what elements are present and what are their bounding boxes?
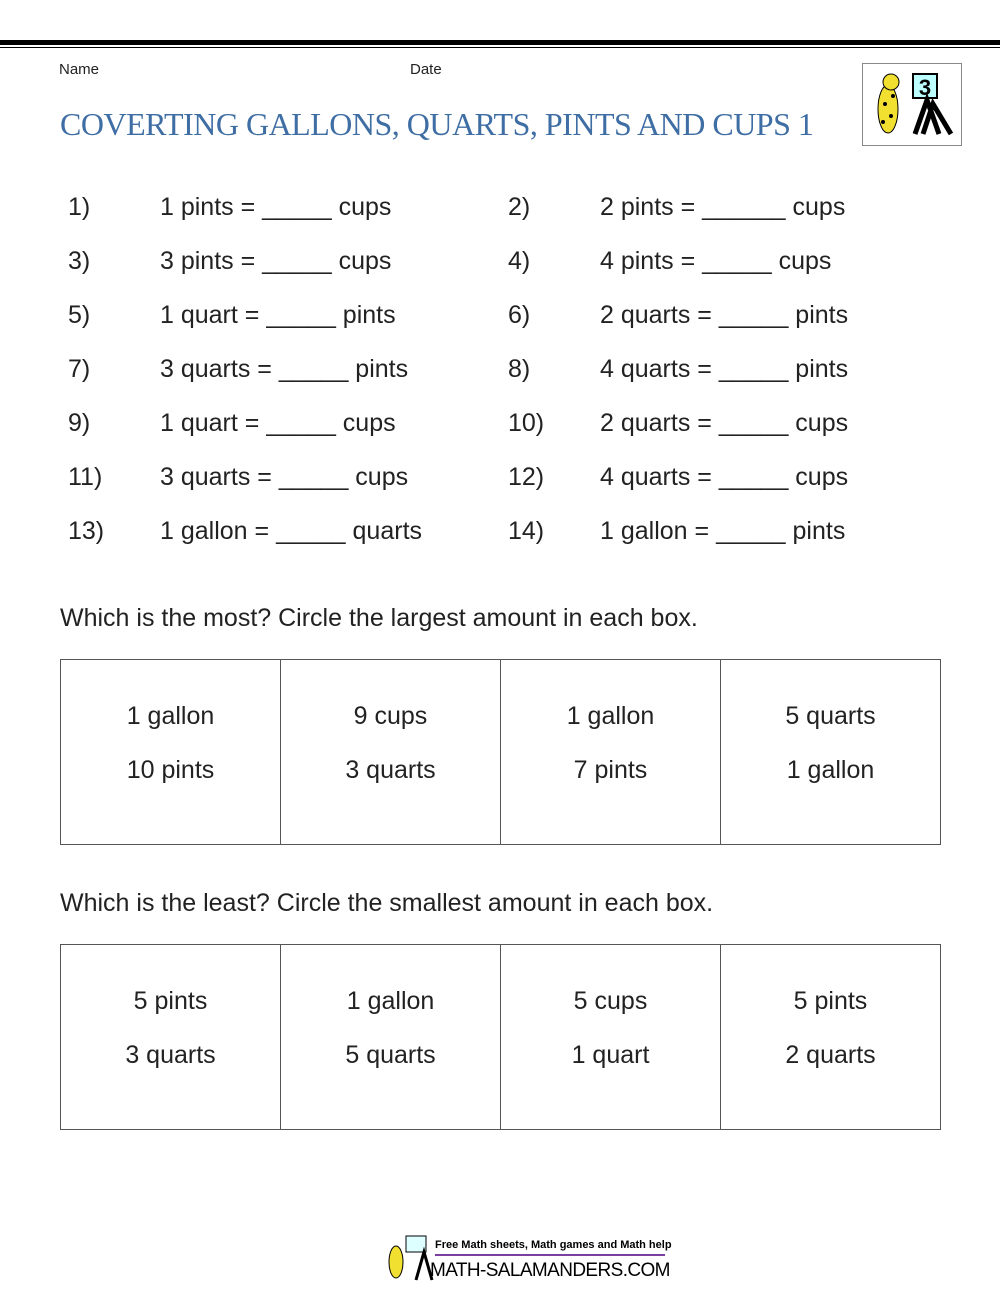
footer-logo xyxy=(380,1232,672,1282)
amount-option[interactable]: 1 gallon xyxy=(126,702,215,730)
question-text: 1 gallon = _____ quarts xyxy=(160,517,423,545)
amount-option[interactable]: 9 cups xyxy=(353,702,428,730)
question-number: 12) xyxy=(508,463,545,491)
top-rule-thin xyxy=(0,47,1000,48)
question-text: 4 quarts = _____ cups xyxy=(600,463,849,491)
least-table xyxy=(60,944,941,1130)
most-box xyxy=(280,660,500,845)
question-number: 2) xyxy=(508,193,531,221)
least-box xyxy=(720,945,940,1130)
question-number: 10) xyxy=(508,409,545,437)
question-number: 7) xyxy=(68,355,91,383)
amount-option[interactable]: 3 quarts xyxy=(125,1041,216,1069)
least-box xyxy=(61,945,281,1130)
question-text: 2 quarts = _____ cups xyxy=(600,409,849,437)
question-text: 1 quart = _____ pints xyxy=(160,301,396,329)
question-number: 13) xyxy=(68,517,105,545)
most-box xyxy=(720,660,940,845)
least-box xyxy=(281,945,501,1130)
question-text: 3 quarts = _____ pints xyxy=(160,355,409,383)
amount-option[interactable]: 1 gallon xyxy=(786,756,875,784)
amount-option[interactable]: 1 gallon xyxy=(346,987,435,1015)
question-number: 14) xyxy=(508,517,545,545)
most-instruction: Which is the most? Circle the largest amount in each box. xyxy=(60,604,698,632)
most-table xyxy=(60,659,941,845)
question-number: 9) xyxy=(68,409,91,437)
question-number: 1) xyxy=(68,193,91,221)
question-text: 1 pints = _____ cups xyxy=(160,193,392,221)
most-box xyxy=(500,660,720,845)
amount-option[interactable]: 7 pints xyxy=(573,756,648,784)
amount-option[interactable]: 3 quarts xyxy=(345,756,436,784)
question-text: 3 quarts = _____ cups xyxy=(160,463,409,491)
question-number: 3) xyxy=(68,247,91,275)
question-number: 6) xyxy=(508,301,531,329)
amount-option[interactable]: 2 quarts xyxy=(785,1041,876,1069)
footer-tagline: Free Math sheets, Math games and Math help xyxy=(435,1239,672,1251)
most-box xyxy=(61,660,281,845)
question-text: 2 quarts = _____ pints xyxy=(600,301,849,329)
amount-option[interactable]: 5 quarts xyxy=(345,1041,436,1069)
question-text: 3 pints = _____ cups xyxy=(160,247,392,275)
top-rule xyxy=(0,40,1000,45)
question-text: 4 pints = _____ cups xyxy=(600,247,832,275)
question-text: 1 quart = _____ cups xyxy=(160,409,396,437)
least-instruction: Which is the least? Circle the smallest amount in each box. xyxy=(60,889,714,917)
amount-option[interactable]: 5 pints xyxy=(793,987,868,1015)
question-text: 2 pints = ______ cups xyxy=(600,193,846,221)
question-number: 4) xyxy=(508,247,531,275)
question-number: 11) xyxy=(68,463,103,491)
least-box xyxy=(501,945,721,1130)
question-number: 5) xyxy=(68,301,91,329)
svg-text:3: 3 xyxy=(918,75,932,100)
salamander-logo xyxy=(862,63,962,146)
date-label: Date xyxy=(410,61,442,78)
question-text: 4 quarts = _____ pints xyxy=(600,355,849,383)
amount-option[interactable]: 5 quarts xyxy=(785,702,876,730)
amount-option[interactable]: 1 gallon xyxy=(566,702,655,730)
amount-option[interactable]: 5 pints xyxy=(133,987,208,1015)
page-title: COVERTING GALLONS, QUARTS, PINTS AND CUPS 1 xyxy=(60,106,814,142)
amount-option[interactable]: 1 quart xyxy=(571,1041,650,1069)
question-text: 1 gallon = _____ pints xyxy=(600,517,846,545)
name-label: Name xyxy=(59,61,100,78)
amount-option[interactable]: 5 cups xyxy=(573,987,648,1015)
footer-site: MATH-SALAMANDERS.COM xyxy=(430,1260,670,1281)
question-number: 8) xyxy=(508,355,531,383)
amount-option[interactable]: 10 pints xyxy=(126,756,215,784)
